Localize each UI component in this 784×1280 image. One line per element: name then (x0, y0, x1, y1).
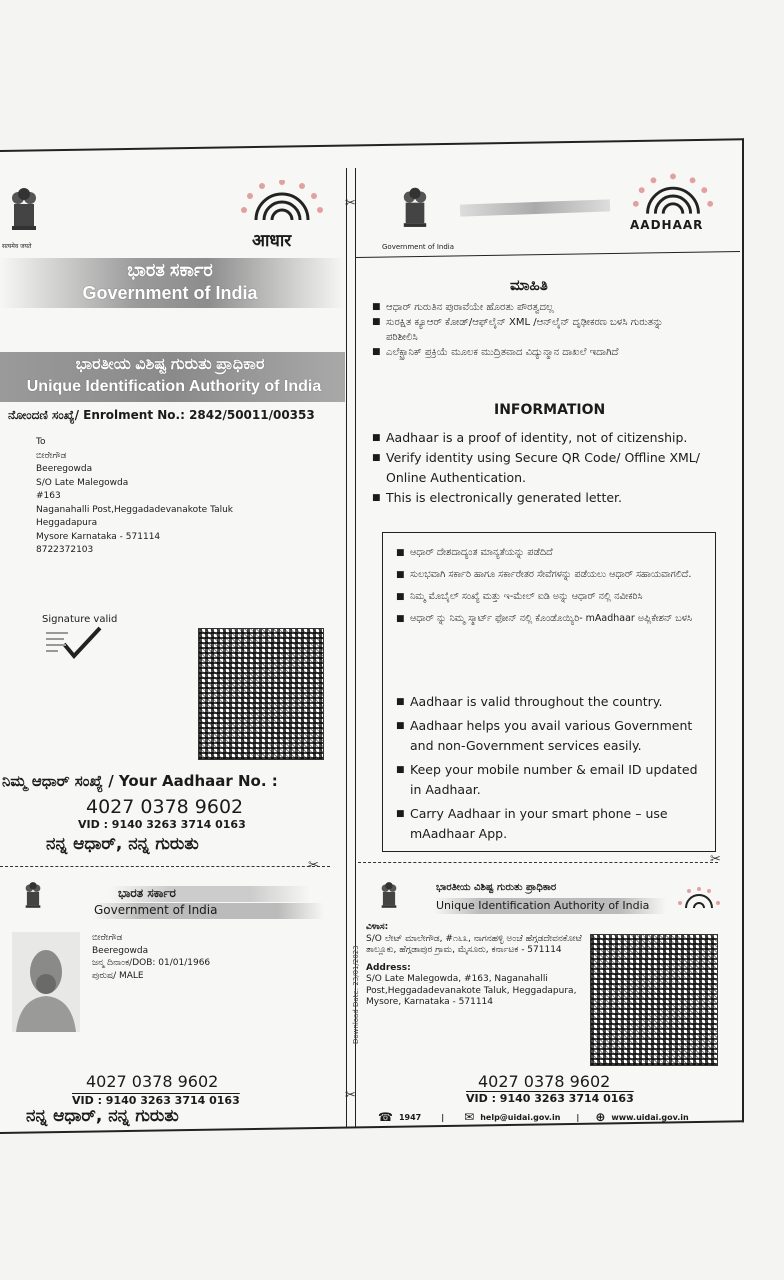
list-item: ■ Aadhaar helps you avail various Government and non-Government services easily. (396, 716, 702, 756)
address-line: To (36, 437, 46, 447)
address-line: Beeregowda (36, 464, 93, 474)
list-item: ■ ಎಲೆಕ್ಟ್ರಾನಿಕ್ ಪ್ರಕ್ರಿಯೆ ಮೂಲಕ ಮುದ್ರಿತವಾದ ವಿದ್ಯುನ್ಮಾನ ದಾಖಲೆ ಇದಾಗಿದೆ (372, 345, 672, 360)
separator: | (576, 1112, 580, 1122)
emblem-caption: सत्यमेव जयते (2, 243, 32, 250)
holder-photo (12, 932, 80, 1032)
info-title-en: INFORMATION (494, 402, 606, 418)
address-kn-label: ವಿಳಾಸ: (366, 922, 389, 932)
enrolment-number: ನೋಂದಣಿ ಸಂಖ್ಯೆ/ Enrolment No.: 2842/50011/00353 (8, 408, 315, 422)
list-item: ■ ನಿಮ್ಮ ಮೊಬೈಲ್ ಸಂಖ್ಯೆ ಮತ್ತು ಇ-ಮೇಲ್ ಐಡಿ ಅನ್ನು ಆಧಾರ್ ನಲ್ಲಿ ನವೀಕರಿಸಿ (396, 590, 702, 604)
card-govt-en: Government of India (94, 903, 218, 917)
back-aadhaar-number: 4027 0378 9602 (478, 1072, 611, 1091)
contact-bar (378, 1110, 689, 1124)
globe-icon: ⊕ (595, 1110, 606, 1124)
list-item: ■ ಆಧಾರ್ ನ್ನು ನಿಮ್ಮ ಸ್ಮಾರ್ಟ್ ಫೋನ್ ನಲ್ಲಿ ಕೊಂಡೊಯ್ಯಿರಿ- mAadhaar ಅಪ್ಲಿಕೇಶನ್ ಬಳಸಿ (396, 612, 702, 626)
national-emblem-icon (398, 184, 432, 240)
card-govt-kn: ಭಾರತ ಸರ್ಕಾರ (118, 886, 176, 900)
scissors-icon: ✂ (345, 1088, 356, 1103)
recipient-address (36, 436, 233, 558)
helpline-number: 1947 (398, 1112, 422, 1122)
aadhaar-logo-text: आधार (252, 231, 292, 251)
holder-name-kn: ಬೀರೇಗೌಡ (92, 933, 123, 943)
address-line: #163 (36, 491, 61, 501)
national-emblem-icon (22, 878, 44, 918)
uidai-name-kn: ಭಾರತೀಯ ವಿಶಿಷ್ಟ ಗುರುತು ಪ್ರಾಧಿಕಾರ (75, 356, 265, 373)
list-item: ■ Verify identity using Secure QR Code/ Offline XML/ Online Authentication. (372, 448, 734, 488)
address-line: S/O Late Malegowda (36, 477, 129, 488)
aadhaar-logo-icon (628, 170, 718, 222)
tagline-kn: ನನ್ನ ಆಧಾರ್, ನನ್ನ ಗುರುತು (46, 834, 199, 854)
aadhaar-number: 4027 0378 9602 (86, 796, 244, 818)
address-en-label: Address: (366, 962, 411, 973)
aadhaar-logo-icon (236, 180, 328, 232)
back-uidai-kn: ಭಾರತೀಯ ವಿಶಿಷ್ಟ ಗುರುತು ಪ್ರಾಧಿಕಾರ (436, 882, 557, 893)
list-item: ■ Aadhaar is valid throughout the country. (396, 692, 702, 712)
benefits-list-kn (396, 546, 702, 626)
address-kn: S/O ಲೇಟ್ ಮಾಲೇಗೌಡ, #೧೬೩, ನಾಗನಹಳ್ಳಿ ಅಂಚೆ ಹೆಗ್ಗಡದೇವನಕೋಟೆ ತಾಲ್ಲೂಕು, ಹೆಗ್ಗಡಾಪುರ ಗ್ರಾಮ, ಮೈಸೂರು, ಕರ್ನಾಟಕ - 571114 (366, 933, 582, 955)
your-aadhaar-label: ನಿಮ್ಮ ಆಧಾರ್ ಸಂಖ್ಯೆ / Your Aadhaar No. : (2, 772, 278, 790)
address-line: Heggadapura (36, 518, 98, 528)
download-date: Download Date: 23/01/2023 (352, 945, 360, 1044)
holder-dob: ಜನ್ಮ ದಿನಾಂಕ/DOB: 01/01/1966 (92, 958, 211, 968)
cut-line (0, 866, 330, 867)
info-list-kn (372, 300, 672, 360)
scissors-icon: ✂ (308, 858, 319, 873)
mail-icon: ✉ (464, 1110, 475, 1124)
card-vid: VID : 9140 3263 3714 0163 (72, 1094, 240, 1107)
list-item: ■ ಆಧಾರ್ ಗುರುತಿನ ಪುರಾವೆಯೇ ಹೊರತು ಪೌರತ್ವದಲ್ಲ (372, 300, 672, 315)
separator: | (441, 1112, 445, 1122)
national-emblem-icon (6, 184, 42, 244)
list-item: ■ This is electronically generated letter. (372, 488, 734, 508)
list-item: ■ Keep your mobile number & email ID updated in Aadhaar. (396, 760, 702, 800)
info-list-en (372, 428, 734, 508)
help-email: help@uidai.gov.in (480, 1112, 561, 1122)
national-emblem-icon (378, 878, 400, 918)
scissors-icon: ✂ (345, 196, 356, 211)
qr-code (590, 934, 718, 1066)
info-title-kn: ಮಾಹಿತಿ (510, 276, 548, 294)
list-item: ■ ಸುರಕ್ಷಿತ ಕ್ಯೂಆರ್ ಕೋಡ್/ಆಫ್‌ಲೈನ್ XML /ಆನ್‌ಲೈನ್ ದೃಢೀಕರಣ ಬಳಸಿ ಗುರುತನ್ನು ಪರಿಶೀಲಿಸಿ (372, 315, 672, 345)
address-line: Naganahalli Post,Heggadadevanakote Taluk (36, 504, 234, 515)
aadhaar-logo-icon (676, 884, 722, 914)
list-item: ■ Aadhaar is a proof of identity, not of citizenship. (372, 428, 734, 448)
uidai-name-en: Unique Identification Authority of India (26, 378, 322, 395)
address-line: ಬೀರೇಗೌಡ (36, 450, 67, 461)
website: www.uidai.gov.in (611, 1112, 689, 1122)
back-vid: VID : 9140 3263 3714 0163 (466, 1092, 634, 1105)
signature-check-icon (44, 626, 104, 662)
scissors-icon: ✂ (710, 852, 721, 867)
holder-name-en: Beeregowda (92, 945, 149, 956)
address-en: S/O Late Malegowda, #163, Naganahalli Post,Heggadadevanakote Taluk, Heggadapura, Mysore, Karnataka - 571114 (366, 974, 577, 1007)
card-tagline-kn: ನನ್ನ ಆಧಾರ್, ನನ್ನ ಗುರುತು (26, 1106, 179, 1126)
phone-icon: ☎ (378, 1110, 393, 1124)
govt-name-en: Government of India (82, 283, 258, 303)
address-line: 8722372103 (36, 545, 94, 555)
cut-line (358, 862, 718, 863)
back-uidai-en: Unique Identification Authority of India (436, 899, 650, 912)
list-item: ■ ಸುಲಭವಾಗಿ ಸರ್ಕಾರಿ ಹಾಗೂ ಸರ್ಕಾರೇತರ ಸೇವೆಗಳನ್ನು ಪಡೆಯಲು ಆಧಾರ್ ಸಹಾಯವಾಗಲಿದೆ. (396, 568, 702, 582)
holder-gender: ಪುರುಷ/ MALE (92, 970, 144, 981)
list-item: ■ ಆಧಾರ್ ದೇಶದಾದ್ಯಂತ ಮಾನ್ಯತೆಯನ್ನು ಪಡೆದಿದೆ (396, 546, 702, 560)
emblem-caption: Government of India (382, 243, 455, 251)
govt-name-kn: ಭಾರತ ಸರ್ಕಾರ (127, 260, 213, 280)
address-line: Mysore Karnataka - 571114 (36, 531, 161, 542)
aadhaar-logo-text: AADHAAR (630, 218, 704, 232)
list-item: ■ Carry Aadhaar in your smart phone – use mAadhaar App. (396, 804, 702, 844)
qr-code (198, 628, 324, 760)
benefits-list-en (396, 692, 702, 844)
holder-details (92, 932, 210, 982)
vid-number: VID : 9140 3263 3714 0163 (78, 818, 246, 831)
back-address (366, 922, 582, 1009)
card-aadhaar-number: 4027 0378 9602 (86, 1072, 219, 1091)
signature-label: Signature valid (42, 614, 118, 625)
